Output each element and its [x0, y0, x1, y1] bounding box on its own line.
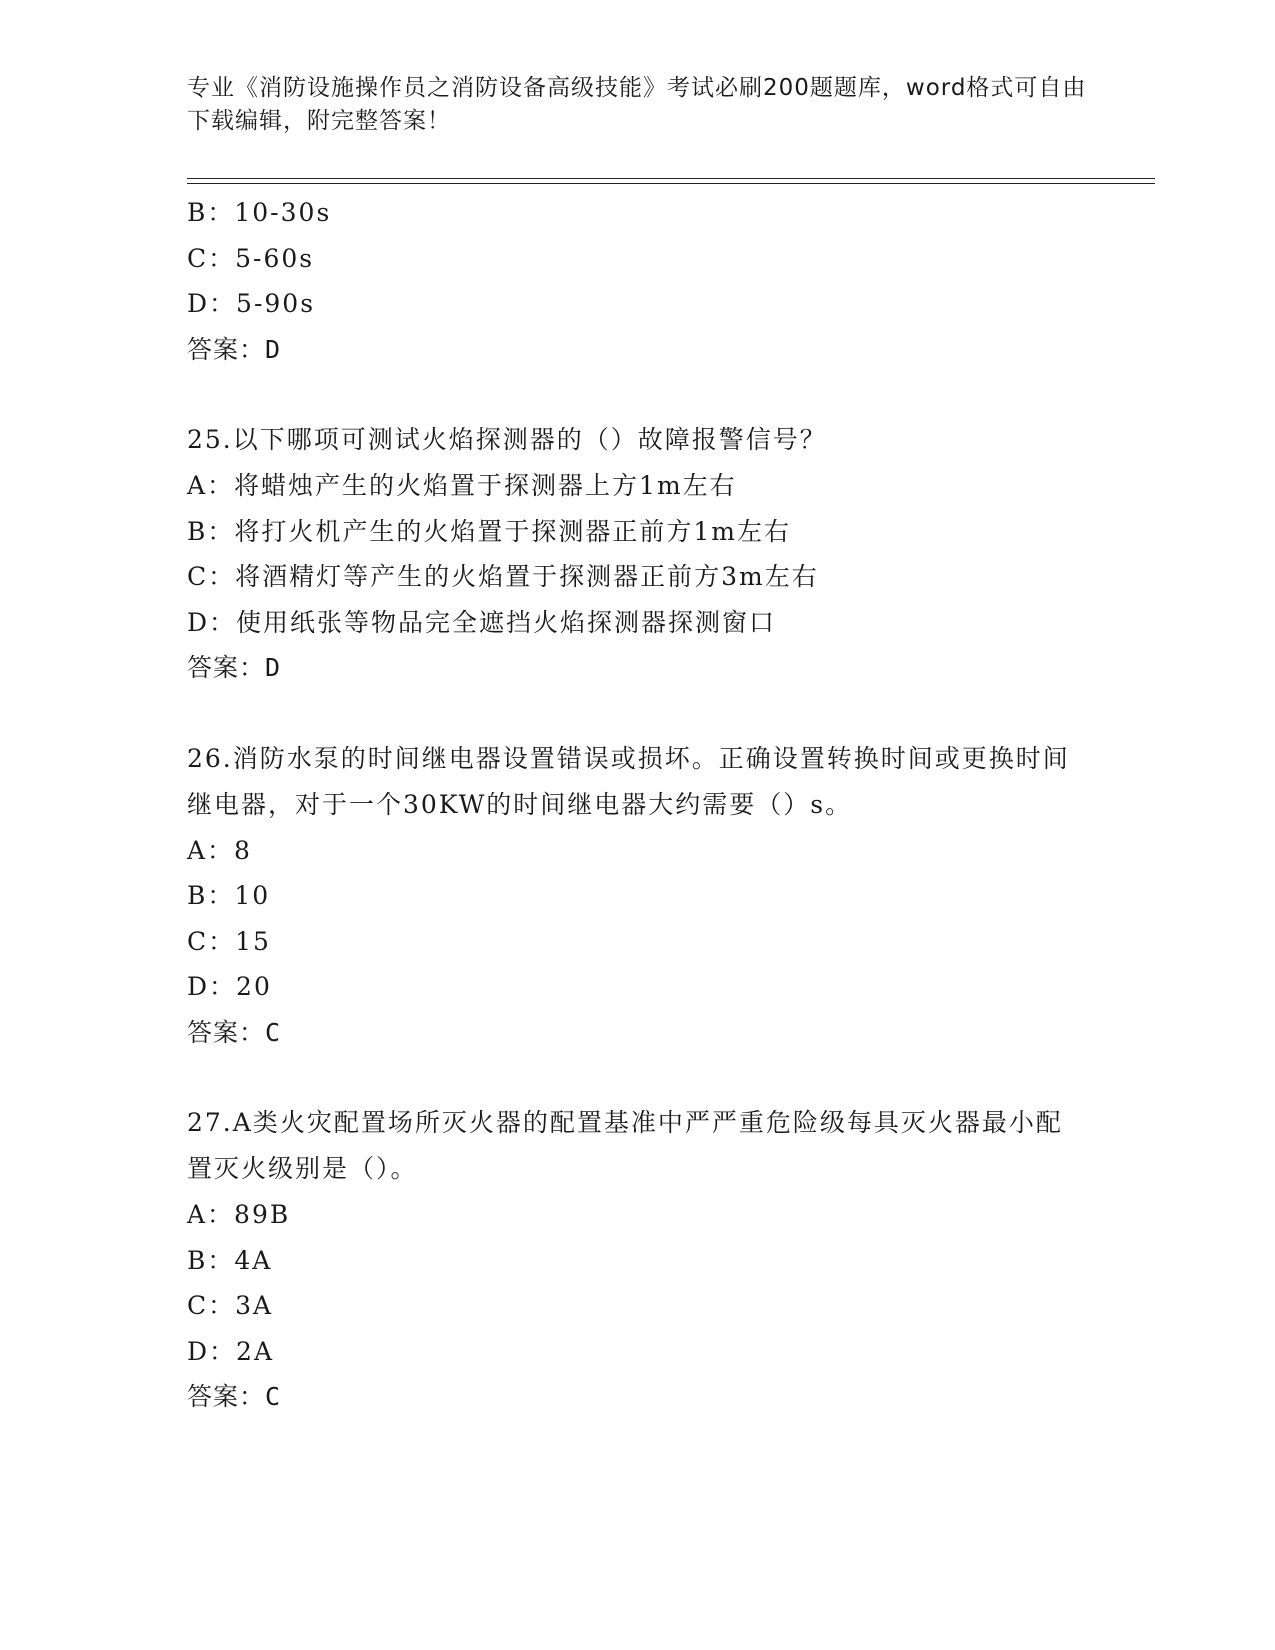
- question-text: 27.A类火灾配置场所灭火器的配置基准中严严重危险级每具灭火器最小配置灭火级别是（）。: [187, 1108, 1063, 1183]
- page-header: 专业《消防设施操作员之消防设备高级技能》考试必刷200题题库，word格式可自由下载编辑，附完整答案！: [187, 75, 1087, 134]
- question-text: 25.以下哪项可测试火焰探测器的（）故障报警信号？: [187, 425, 827, 454]
- answer-line: 答案：D: [187, 653, 282, 682]
- header-divider: [187, 178, 1155, 184]
- option-c: C：3A: [187, 1291, 274, 1320]
- option-c: C：5-60s: [187, 243, 315, 273]
- option-d: D：2A: [187, 1336, 275, 1366]
- option-a: A：89B: [187, 1200, 291, 1229]
- option-d: D：5-90s: [187, 289, 316, 318]
- question-27: [187, 1100, 1087, 1420]
- answer-line: 答案：C: [187, 1017, 282, 1047]
- option-a: A：将蜡烛产生的火焰置于探测器上方1m左右: [187, 471, 737, 500]
- document-body: [187, 190, 1087, 1420]
- option-a: A：8: [187, 835, 252, 865]
- option-d: D：使用纸张等物品完全遮挡火焰探测器探测窗口: [187, 607, 777, 637]
- question-25: [187, 417, 1087, 691]
- question-text: 26.消防水泵的时间继电器设置错误或损坏。正确设置转换时间或更换时间继电器，对于一个30KW的时间继电器大约需要（）s。: [187, 743, 1070, 819]
- answer-line: 答案：D: [187, 334, 282, 364]
- option-b: B：4A: [187, 1245, 273, 1275]
- partial-question-block: [187, 190, 1087, 372]
- option-c: C：15: [187, 926, 271, 956]
- answer-line: 答案：C: [187, 1382, 282, 1411]
- option-c: C：将酒精灯等产生的火焰置于探测器正前方3m左右: [187, 562, 819, 591]
- question-26: [187, 736, 1087, 1056]
- option-b: B：将打火机产生的火焰置于探测器正前方1m左右: [187, 516, 791, 546]
- option-b: B：10: [187, 881, 271, 910]
- option-b: B：10-30s: [187, 198, 332, 227]
- option-d: D：20: [187, 972, 272, 1001]
